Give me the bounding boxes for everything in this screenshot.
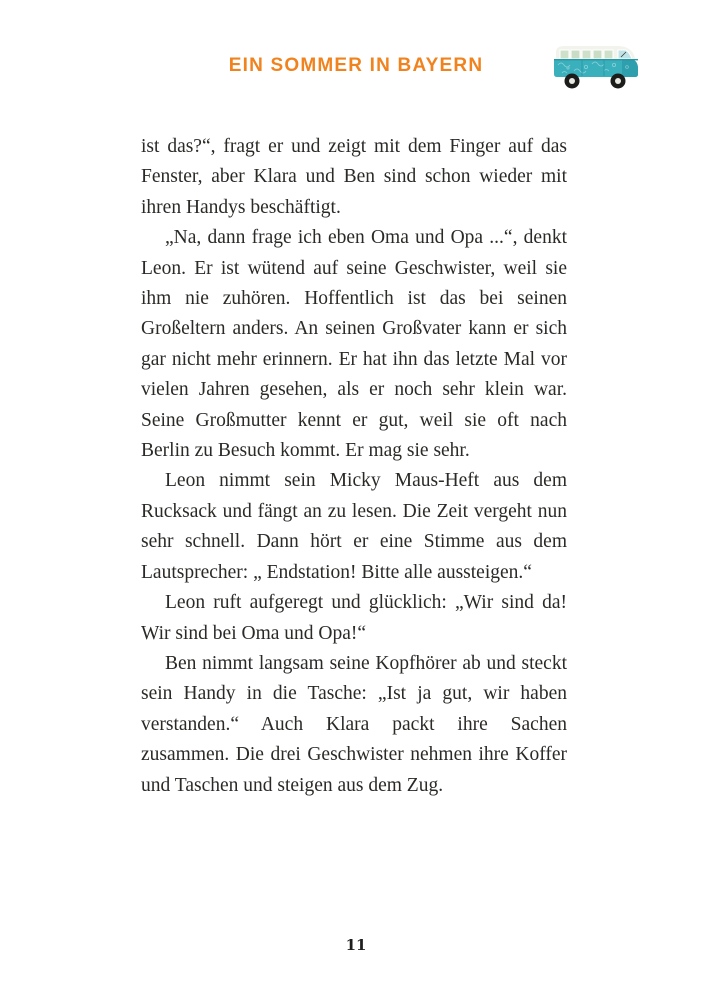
story-text xyxy=(141,132,567,801)
paragraph: Leon nimmt sein Micky Maus-Heft aus dem Rucksack und fängt an zu lesen. Die Zeit vergeht nun sehr schnell. Dann hört er eine Stimme aus dem Lautsprecher: „ Endstation! Bitte alle aussteigen.“ xyxy=(141,470,567,583)
paragraph: Ben nimmt langsam seine Kopfhörer ab und steckt sein Handy in die Tasche: „Ist ja gut, wir haben verstanden.“ Auch Klara packt ihre Sachen zusammen. Die drei Geschwister nehmen ihre Koffer und Taschen und steigen aus dem Zug. xyxy=(141,652,567,796)
camper-van-icon xyxy=(552,43,640,93)
page-number: 11 xyxy=(345,936,367,954)
paragraph: „Na, dann frage ich eben Oma und Opa ...“, denkt Leon. Er ist wütend auf seine Geschwister, weil sie ihm nie zuhören. Hoffentlich ist das bei seinen Großeltern anders. An seinen Großvater kann er sich gar nicht mehr erinnern. Er hat ihn das letzte Mal vor vielen Jahren gesehen, als er noch sehr klein war. Seine Großmutter kennt er gut, weil sie oft nach Berlin zu Besuch kommt. Er mag sie sehr. xyxy=(141,227,567,462)
paragraph: ist das?“, fragt er und zeigt mit dem Finger auf das Fenster, aber Klara und Ben sind schon wieder mit ihren Handys beschäftigt. xyxy=(141,136,567,218)
chapter-header: EIN SOMMER IN BAYERN xyxy=(228,55,484,76)
paragraph: Leon ruft aufgeregt und glücklich: „Wir sind da! Wir sind bei Oma und Opa!“ xyxy=(141,592,567,644)
